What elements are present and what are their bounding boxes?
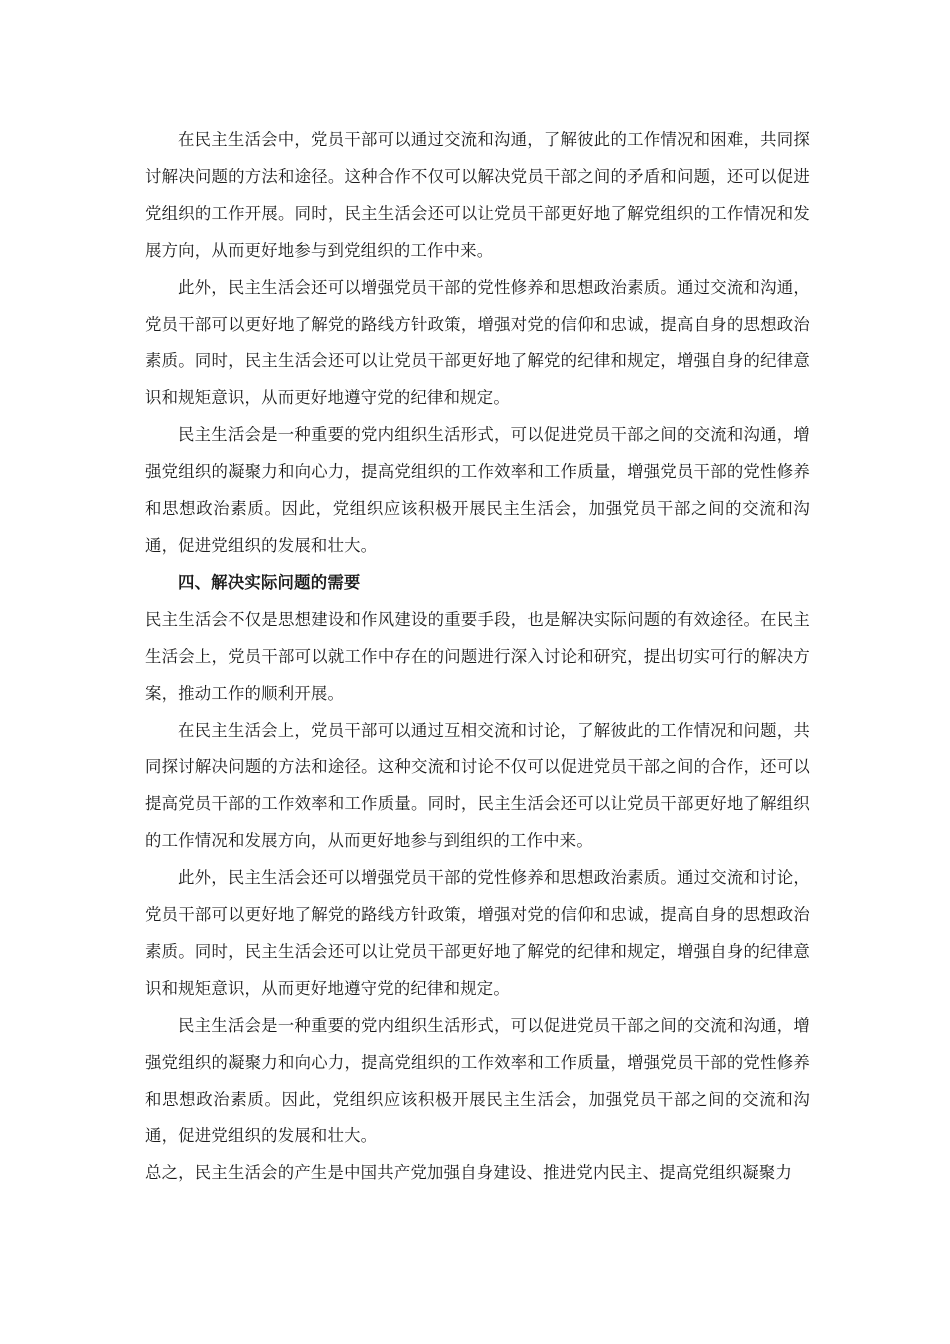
section-heading: 四、解决实际问题的需要	[178, 572, 361, 592]
paragraph: 民主生活会是一种重要的党内组织生活形式，可以促进党员干部之间的交流和沟通，增强党组织的凝聚力和向心力，提高党组织的工作效率和工作质量，增强党员干部的党性修养和思想政治素质。因此，党组织应该积极开展民主生活会，加强党员干部之间的交流和沟通，促进党组织的发展和壮大。	[145, 1015, 810, 1146]
paragraph: 此外，民主生活会还可以增强党员干部的党性修养和思想政治素质。通过交流和沟通，党员干部可以更好地了解党的路线方针政策，增强对党的信仰和忠诚，提高自身的思想政治素质。同时，民主生活会还可以让党员干部更好地了解党的纪律和规定，增强自身的纪律意识和规矩意识，从而更好地遵守党的纪律和规定。	[145, 277, 810, 408]
paragraph: 民主生活会不仅是思想建设和作风建设的重要手段，也是解决实际问题的有效途径。在民主生活会上，党员干部可以就工作中存在的问题进行深入讨论和研究，提出切实可行的解决方案，推动工作的顺利开展。	[145, 609, 810, 703]
document-body	[145, 122, 810, 1192]
paragraph: 总之，民主生活会的产生是中国共产党加强自身建设、推进党内民主、提高党组织凝聚力	[145, 1163, 793, 1183]
paragraph: 在民主生活会中，党员干部可以通过交流和沟通，了解彼此的工作情况和困难，共同探讨解决问题的方法和途径。这种合作不仅可以解决党员干部之间的矛盾和问题，还可以促进党组织的工作开展。同时，民主生活会还可以让党员干部更好地了解党组织的工作情况和发展方向，从而更好地参与到党组织的工作中来。	[145, 130, 810, 260]
paragraph: 此外，民主生活会还可以增强党员干部的党性修养和思想政治素质。通过交流和讨论，党员干部可以更好地了解党的路线方针政策，增强对党的信仰和忠诚，提高自身的思想政治素质。同时，民主生活会还可以让党员干部更好地了解党的纪律和规定，增强自身的纪律意识和规矩意识，从而更好地遵守党的纪律和规定。	[145, 868, 810, 998]
paragraph: 民主生活会是一种重要的党内组织生活形式，可以促进党员干部之间的交流和沟通，增强党组织的凝聚力和向心力，提高党组织的工作效率和工作质量，增强党员干部的党性修养和思想政治素质。因此，党组织应该积极开展民主生活会，加强党员干部之间的交流和沟通，促进党组织的发展和壮大。	[145, 425, 810, 555]
paragraph: 在民主生活会上，党员干部可以通过互相交流和讨论，了解彼此的工作情况和问题，共同探讨解决问题的方法和途径。这种交流和讨论不仅可以促进党员干部之间的合作，还可以提高党员干部的工作效率和工作质量。同时，民主生活会还可以让党员干部更好地了解组织的工作情况和发展方向，从而更好地参与到组织的工作中来。	[145, 720, 810, 851]
